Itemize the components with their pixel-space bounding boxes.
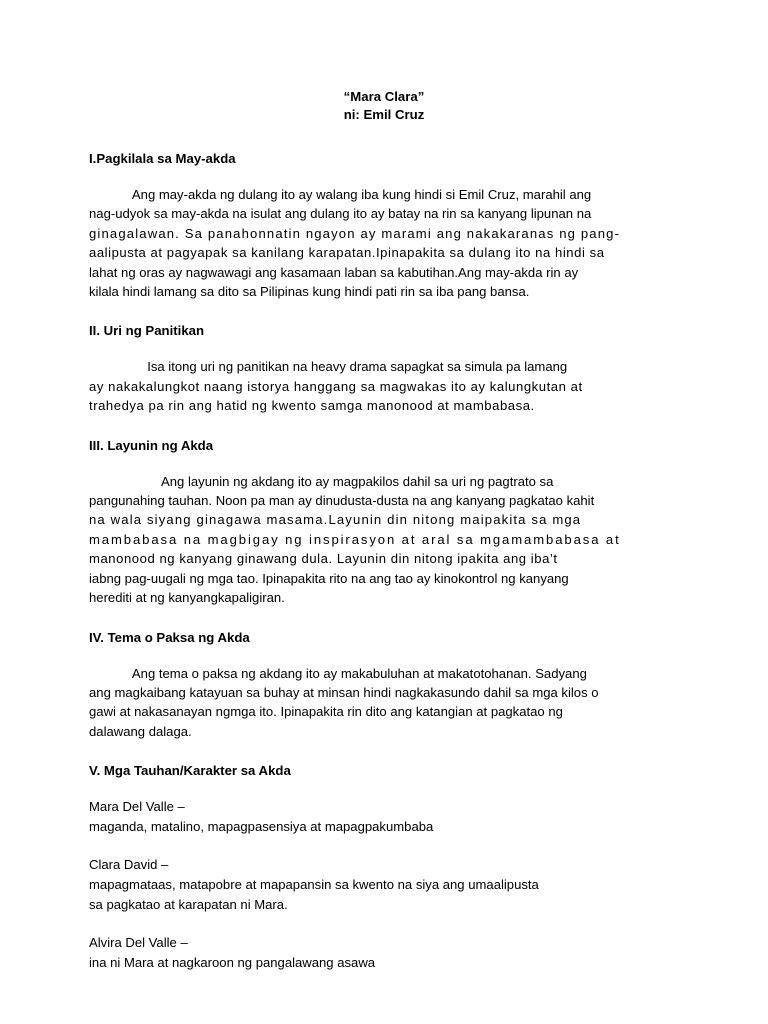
paragraph-line: herediti at ng kanyangkapaligiran. — [89, 590, 285, 606]
paragraph-line: iabng pag-uugali ng mga tao. Ipinapakita rito na ang tao ay kinokontrol ng kanyang — [89, 570, 569, 586]
title-line-work: “Mara Clara” — [343, 89, 425, 104]
document-title — [89, 88, 679, 124]
paragraph-line: pangunahing tauhan. Noon pa man ay dinudusta-dusta na ang kanyang pagkatao kahit — [89, 493, 595, 509]
paragraph-line: ginagalawan. Sa panahonnatin ngayon ay marami ang nakakaranas ng pang- — [89, 225, 621, 241]
character-name: Mara Del Valle – — [89, 799, 185, 815]
section-heading-1: I.Pagkilala sa May-akda — [89, 151, 236, 166]
paragraph-line: nag-udyok sa may-akda na isulat ang dulang ito ay batay na rin sa kanyang lipunan na — [89, 206, 592, 222]
section-heading-4: IV. Tema o Paksa ng Akda — [89, 629, 250, 645]
character-entry — [89, 933, 679, 972]
section-paragraph-3 — [89, 472, 679, 608]
paragraph-line: Ang may-akda ng dulang ito ay walang iba kung hindi si Emil Cruz, marahil ang — [89, 187, 592, 202]
document-content — [89, 88, 679, 991]
section-heading-2: II. Uri ng Panitikan — [89, 323, 205, 339]
paragraph-line: na wala siyang ginagawa masama.Layunin din nitong maipakita sa mga — [89, 512, 582, 528]
paragraph-line: trahedya pa rin ang hatid ng kwento samga manonood at mambabasa. — [89, 398, 535, 414]
paragraph-line: manonood ng kanyang ginawang dula. Layunin din nitong ipakita ang iba’t — [89, 551, 558, 567]
paragraph-line: Ang layunin ng akdang ito ay magpakilos dahil sa uri ng pagtrato sa — [89, 473, 554, 489]
paragraph-line: ay nakakalungkot naang istorya hanggang sa magwakas ito ay kalungkutan at — [89, 378, 583, 394]
section-heading-3: III. Layunin ng Akda — [89, 437, 214, 453]
section-paragraph-1 — [89, 185, 679, 301]
paragraph-line: kilala hindi lamang sa dito sa Pilipinas kung hindi pati rin sa iba pang bansa. — [89, 284, 530, 300]
character-description-line: mapagmataas, matapobre at mapapansin sa kwento na siya ang umaalipusta — [89, 876, 539, 892]
character-name: Clara David – — [89, 857, 169, 873]
character-description-line: ina ni Mara at nagkaroon ng pangalawang asawa — [89, 954, 376, 970]
character-entry — [89, 855, 679, 914]
paragraph-line: mambabasa na magbigay ng inspirasyon at aral sa mgamambabasa at — [89, 531, 621, 547]
section-paragraph-2 — [89, 357, 679, 415]
title-line-author: ni: Emil Cruz — [343, 107, 425, 122]
section-heading-5: V. Mga Tauhan/Karakter sa Akda — [89, 763, 291, 779]
character-entry — [89, 797, 679, 836]
paragraph-line: dalawang dalaga. — [89, 723, 192, 739]
character-name: Alvira Del Valle – — [89, 935, 188, 951]
paragraph-line: ang magkaibang katayuan sa buhay at minsan hindi nagkakasundo dahil sa mga kilos o — [89, 684, 599, 700]
paragraph-line: aalipusta at pagyapak sa kanilang karapatan.Ipinapakita sa dulang ito na hindi sa — [89, 245, 605, 261]
paragraph-line: lahat ng oras ay nagwawagi ang kasamaan laban sa kabutihan.Ang may-akda rin ay — [89, 264, 579, 280]
paragraph-line: gawi at nakasanayan ngmga ito. Ipinapakita rin dito ang katangian at pagkatao ng — [89, 704, 563, 720]
paragraph-line: Isa itong uri ng panitikan na heavy drama sapagkat sa simula pa lamang — [89, 359, 568, 375]
section-paragraph-4 — [89, 664, 679, 742]
character-description-line: maganda, matalino, mapagpasensiya at mapagpakumbaba — [89, 818, 434, 834]
character-description-line: sa pagkatao at karapatan ni Mara. — [89, 896, 288, 912]
paragraph-line: Ang tema o paksa ng akdang ito ay makabuluhan at makatotohanan. Sadyang — [89, 665, 587, 681]
